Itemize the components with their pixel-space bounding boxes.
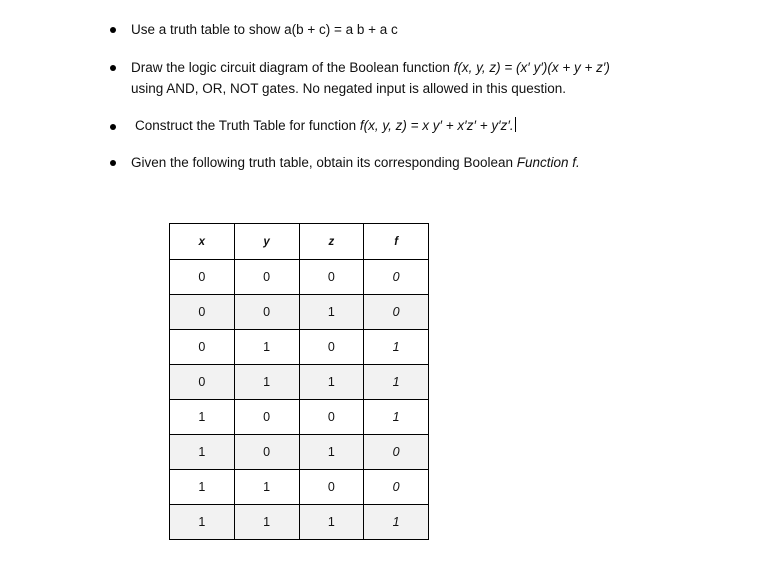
- cell-y: 1: [234, 470, 299, 505]
- table-row: [170, 260, 429, 295]
- question-4-text: [131, 153, 580, 173]
- cell-f: 0: [364, 260, 429, 295]
- cell-x: 0: [170, 260, 235, 295]
- cell-z: 1: [299, 435, 364, 470]
- cell-x: 1: [170, 435, 235, 470]
- header-x: x: [170, 224, 235, 260]
- cell-y: 1: [234, 505, 299, 540]
- text-cursor: [515, 117, 516, 132]
- question-2-prefix: Draw the logic circuit diagram of the Boolean function: [131, 60, 454, 75]
- table-row: [170, 505, 429, 540]
- question-2-line-2: using AND, OR, NOT gates. No negated input is allowed in this question.: [131, 81, 566, 96]
- question-3-function: f(x, y, z) = x y′ + x′z′ + y′z′.: [359, 118, 514, 133]
- cell-f: 1: [364, 505, 429, 540]
- question-2-line-1: [131, 58, 610, 78]
- bullet-dot: [110, 65, 116, 71]
- table-header-row: [170, 224, 429, 260]
- table-row: [170, 295, 429, 330]
- cell-y: 0: [234, 295, 299, 330]
- question-4-function: Function f.: [516, 155, 580, 170]
- question-3-prefix: Construct the Truth Table for function: [135, 118, 360, 133]
- cell-z: 0: [299, 260, 364, 295]
- cell-x: 0: [170, 330, 235, 365]
- cell-z: 0: [299, 470, 364, 505]
- question-3-text: [135, 116, 516, 136]
- cell-y: 1: [234, 365, 299, 400]
- table-row: [170, 435, 429, 470]
- table-row: [170, 365, 429, 400]
- cell-f: 1: [364, 400, 429, 435]
- header-z: z: [299, 224, 364, 260]
- question-1-text: Use a truth table to show a(b + c) = a b + a c: [131, 22, 398, 37]
- cell-z: 1: [299, 295, 364, 330]
- cell-f: 1: [364, 330, 429, 365]
- table-row: [170, 400, 429, 435]
- cell-f: 0: [364, 295, 429, 330]
- cell-x: 0: [170, 295, 235, 330]
- cell-x: 0: [170, 365, 235, 400]
- cell-z: 0: [299, 400, 364, 435]
- cell-z: 1: [299, 365, 364, 400]
- cell-x: 1: [170, 470, 235, 505]
- table-row: [170, 470, 429, 505]
- bullet-dot: [110, 124, 116, 130]
- cell-y: 0: [234, 400, 299, 435]
- bullet-dot: [110, 160, 116, 166]
- cell-y: 1: [234, 330, 299, 365]
- question-2-function: f(x, y, z) = (x′ y′)(x + y + z′): [453, 60, 610, 75]
- table-row: [170, 330, 429, 365]
- bullet-dot: [110, 27, 116, 33]
- cell-z: 1: [299, 505, 364, 540]
- cell-y: 0: [234, 435, 299, 470]
- header-f: f: [364, 224, 429, 260]
- cell-f: 0: [364, 470, 429, 505]
- cell-f: 1: [364, 365, 429, 400]
- cell-x: 1: [170, 505, 235, 540]
- question-4-prefix: Given the following truth table, obtain its corresponding Boolean: [131, 155, 517, 170]
- header-y: y: [234, 224, 299, 260]
- cell-x: 1: [170, 400, 235, 435]
- cell-f: 0: [364, 435, 429, 470]
- cell-y: 0: [234, 260, 299, 295]
- truth-table: [169, 223, 429, 540]
- cell-z: 0: [299, 330, 364, 365]
